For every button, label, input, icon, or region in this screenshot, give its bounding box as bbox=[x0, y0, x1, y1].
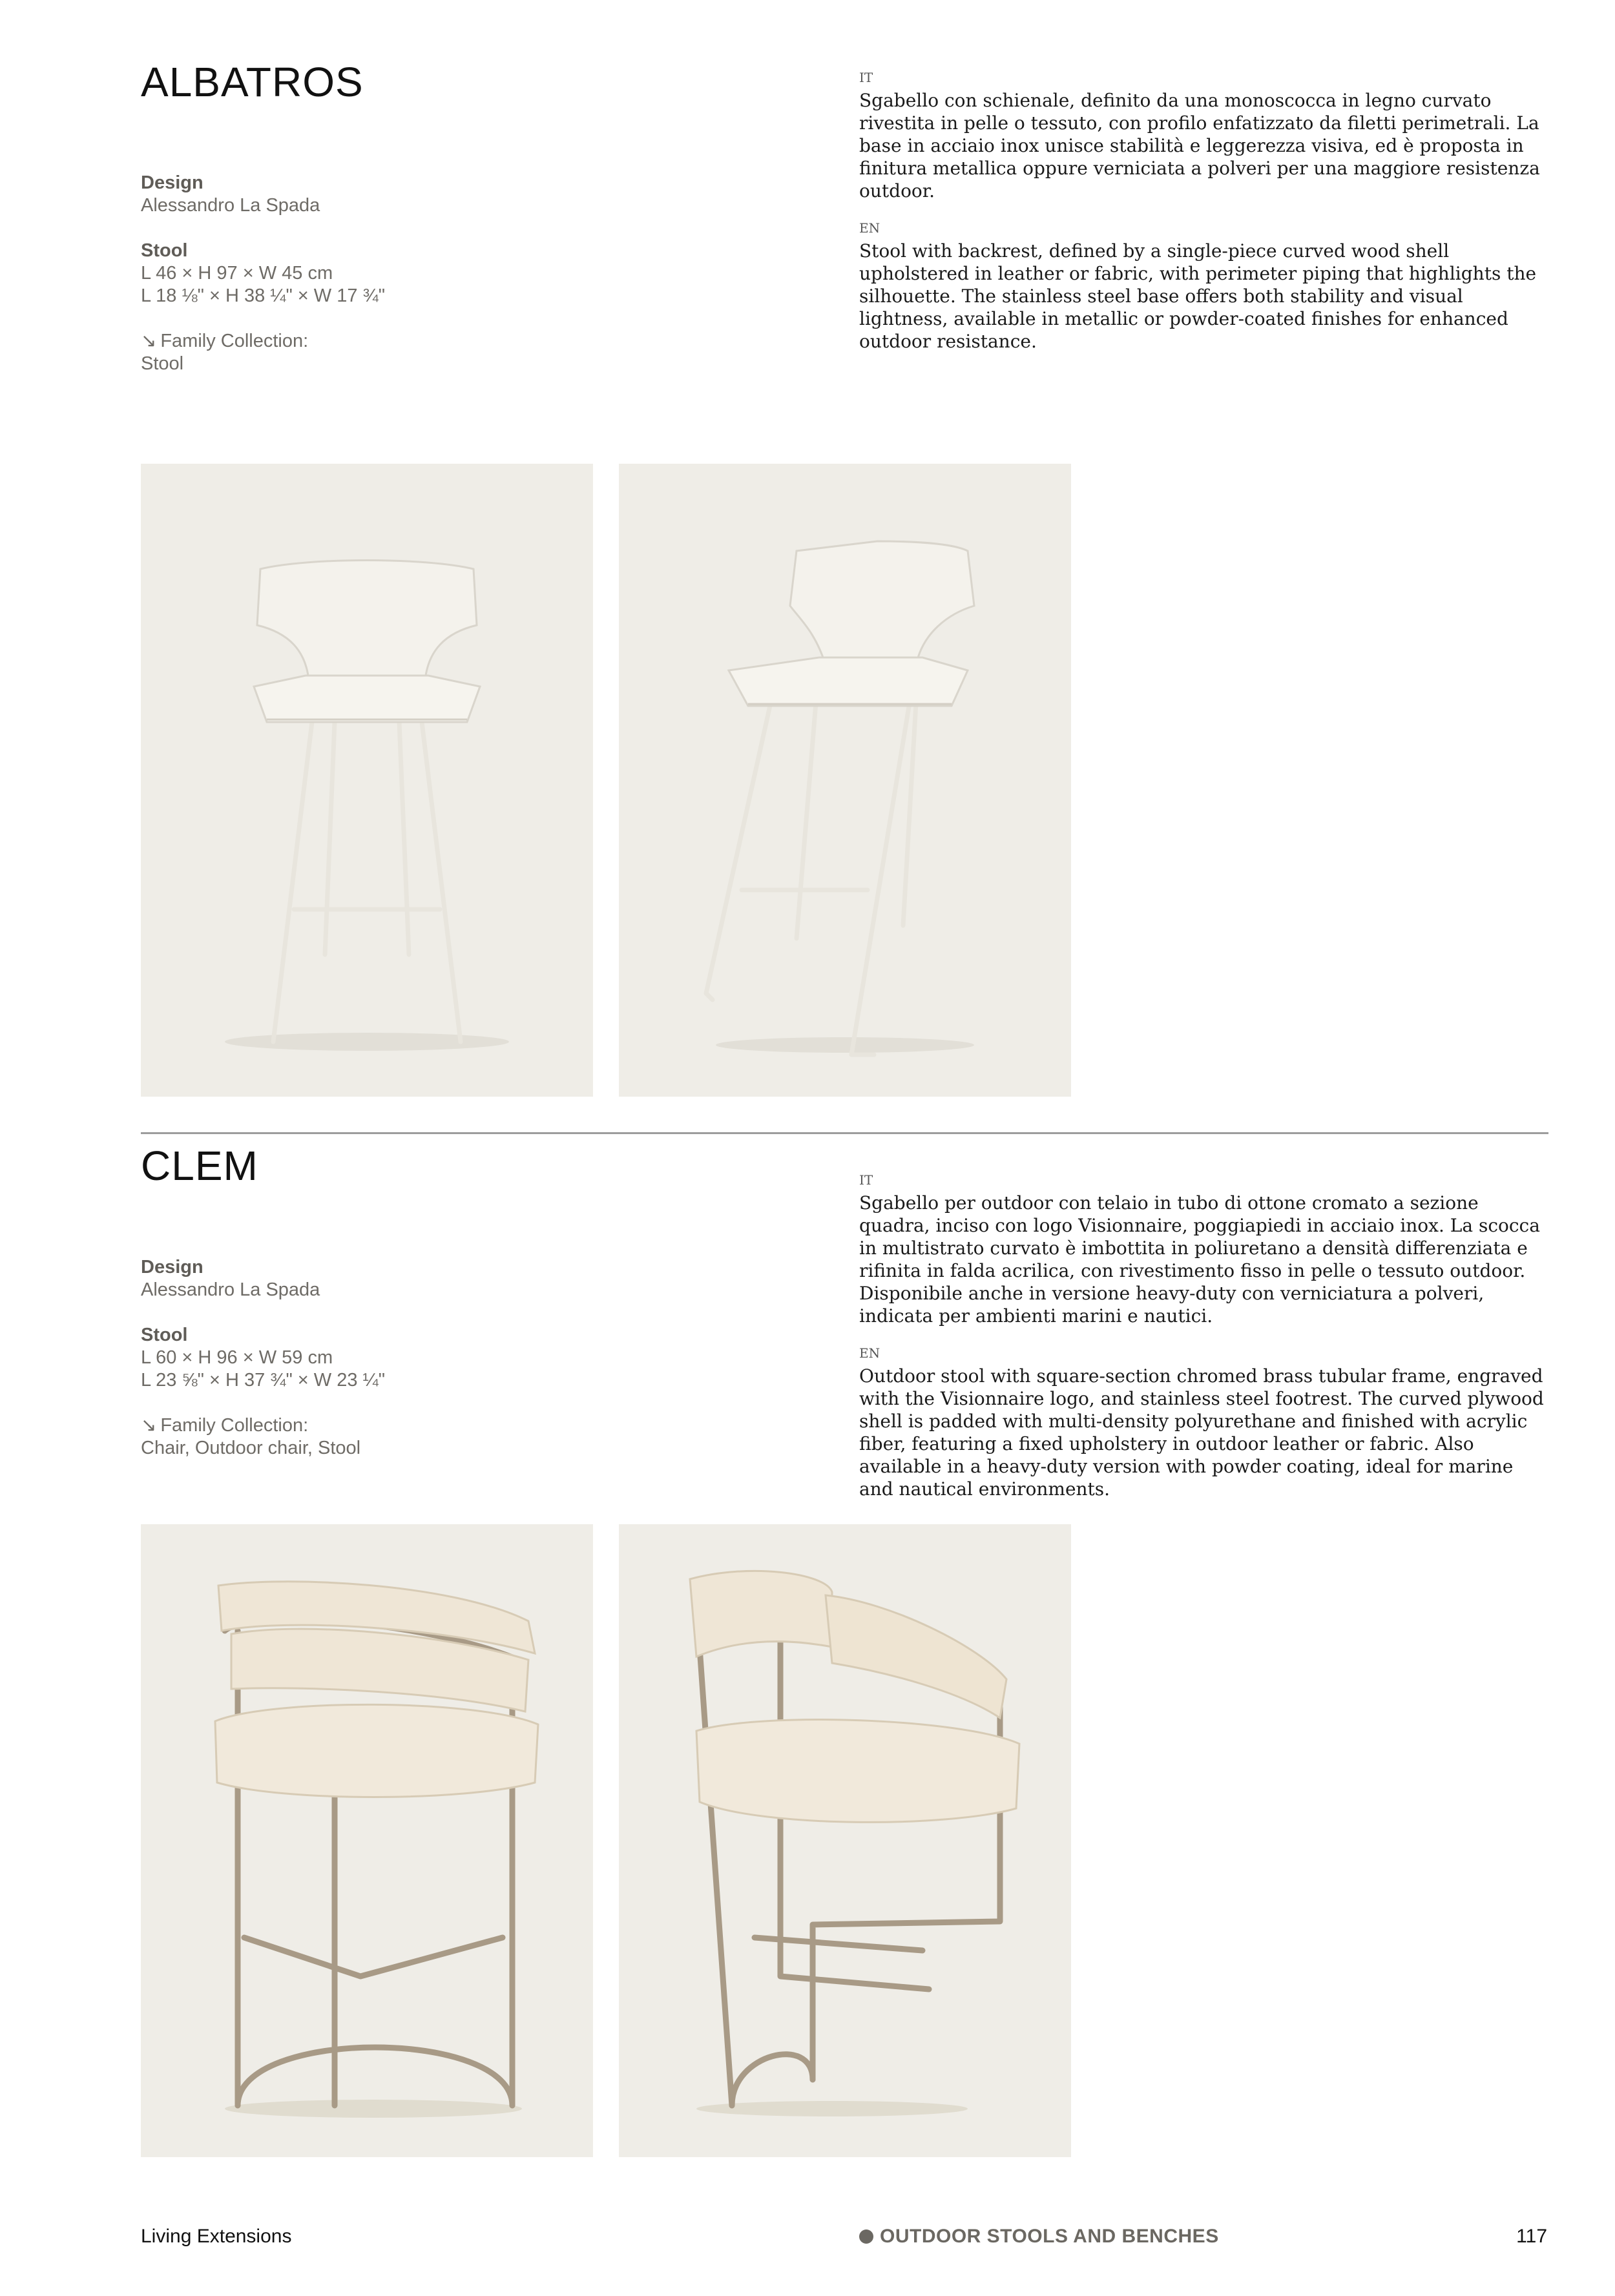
lang-label-en: EN bbox=[859, 220, 880, 236]
type-label: Stool bbox=[141, 1325, 188, 1345]
product-photo-back bbox=[141, 1524, 593, 2157]
dimensions-imperial: L 18 ⅛" × H 38 ¼" × W 17 ¾" bbox=[141, 285, 386, 306]
product-specs bbox=[141, 1256, 722, 1460]
description-it: Sgabello con schienale, definito da una monoscocca in legno curvato rivestita in pelle o tessuto, con profilo enfatizzato da filetti perimetrali. La base in acciaio inox unisce stabilità e leggerezza visiva, ed è proposta in finitura metallica oppure verniciata a polveri per una maggiore resistenza outdoor. bbox=[859, 90, 1540, 202]
product-photo-angle bbox=[619, 1524, 1071, 2157]
page-number: 117 bbox=[1516, 2226, 1547, 2247]
lang-label-it: IT bbox=[859, 70, 873, 85]
family-collection-link[interactable] bbox=[141, 330, 722, 353]
product-title: ALBATROS bbox=[141, 59, 364, 105]
family-value: Stool bbox=[141, 353, 184, 374]
description-it: Sgabello per outdoor con telaio in tubo di ottone cromato a sezione quadra, inciso con logo Visionnaire, poggiapiedi in acciaio inox. La scocca in multistrato curvato è imbottita in poliuretano a densità differenziata e rifinita in falda acrilica, con rivestimento fisso in pelle o tessuto outdoor. Disponibile anche in versione heavy-duty con verniciatura a polveri, indicata per ambienti marini e nautici. bbox=[859, 1192, 1540, 1327]
designer-name: Alessandro La Spada bbox=[141, 1279, 320, 1300]
family-value: Chair, Outdoor chair, Stool bbox=[141, 1438, 361, 1458]
description-en: Stool with backrest, defined by a single-piece curved wood shell upholstered in leather or fabric, with perimeter piping that highlights the silhouette. The stainless steel base offers both stability and visual lightness, available in metallic or powder-coated finishes for enhanced outdoor resistance. bbox=[859, 240, 1537, 352]
lang-label-en: EN bbox=[859, 1345, 880, 1361]
stool-illustration bbox=[619, 1524, 1071, 2157]
arrow-down-right-icon: ↘ bbox=[141, 1415, 157, 1436]
footer-section-label: OUTDOOR STOOLS AND BENCHES bbox=[880, 2226, 1219, 2247]
product-photo-front bbox=[141, 464, 593, 1097]
product-description bbox=[859, 1172, 1550, 1500]
stool-illustration bbox=[141, 464, 593, 1097]
stool-illustration bbox=[141, 1524, 593, 2157]
section-divider bbox=[141, 1132, 1548, 1134]
page-footer bbox=[0, 2226, 1615, 2251]
footer-section-link[interactable] bbox=[859, 2226, 1219, 2248]
product-photo-angle bbox=[619, 464, 1071, 1097]
description-en: Outdoor stool with square-section chromed brass tubular frame, engraved with the Visionnaire logo, and stainless steel footrest. The curved plywood shell is padded with multi-density polyurethane and finished with acrylic fiber, featuring a fixed upholstery in outdoor leather or fabric. Also available in a heavy-duty version with powder coating, ideal for marine and nautical environments. bbox=[859, 1365, 1544, 1500]
dimensions-metric: L 46 × H 97 × W 45 cm bbox=[141, 263, 333, 284]
dimensions-imperial: L 23 ⅝" × H 37 ¾" × W 23 ¼" bbox=[141, 1370, 386, 1391]
design-label: Design bbox=[141, 172, 203, 193]
stool-illustration bbox=[619, 464, 1071, 1097]
design-label: Design bbox=[141, 1257, 203, 1277]
type-label: Stool bbox=[141, 240, 188, 261]
dimensions-metric: L 60 × H 96 × W 59 cm bbox=[141, 1347, 333, 1368]
family-label: Family Collection: bbox=[160, 331, 309, 351]
product-title: CLEM bbox=[141, 1143, 258, 1189]
family-label: Family Collection: bbox=[160, 1415, 309, 1436]
product-description bbox=[859, 70, 1550, 353]
arrow-down-right-icon: ↘ bbox=[141, 331, 157, 351]
lang-label-it: IT bbox=[859, 1172, 873, 1188]
family-collection-link[interactable] bbox=[141, 1414, 722, 1437]
designer-name: Alessandro La Spada bbox=[141, 195, 320, 216]
product-specs bbox=[141, 172, 722, 375]
bullet-dot-icon bbox=[859, 2229, 873, 2244]
footer-collection-title: Living Extensions bbox=[141, 2226, 292, 2247]
